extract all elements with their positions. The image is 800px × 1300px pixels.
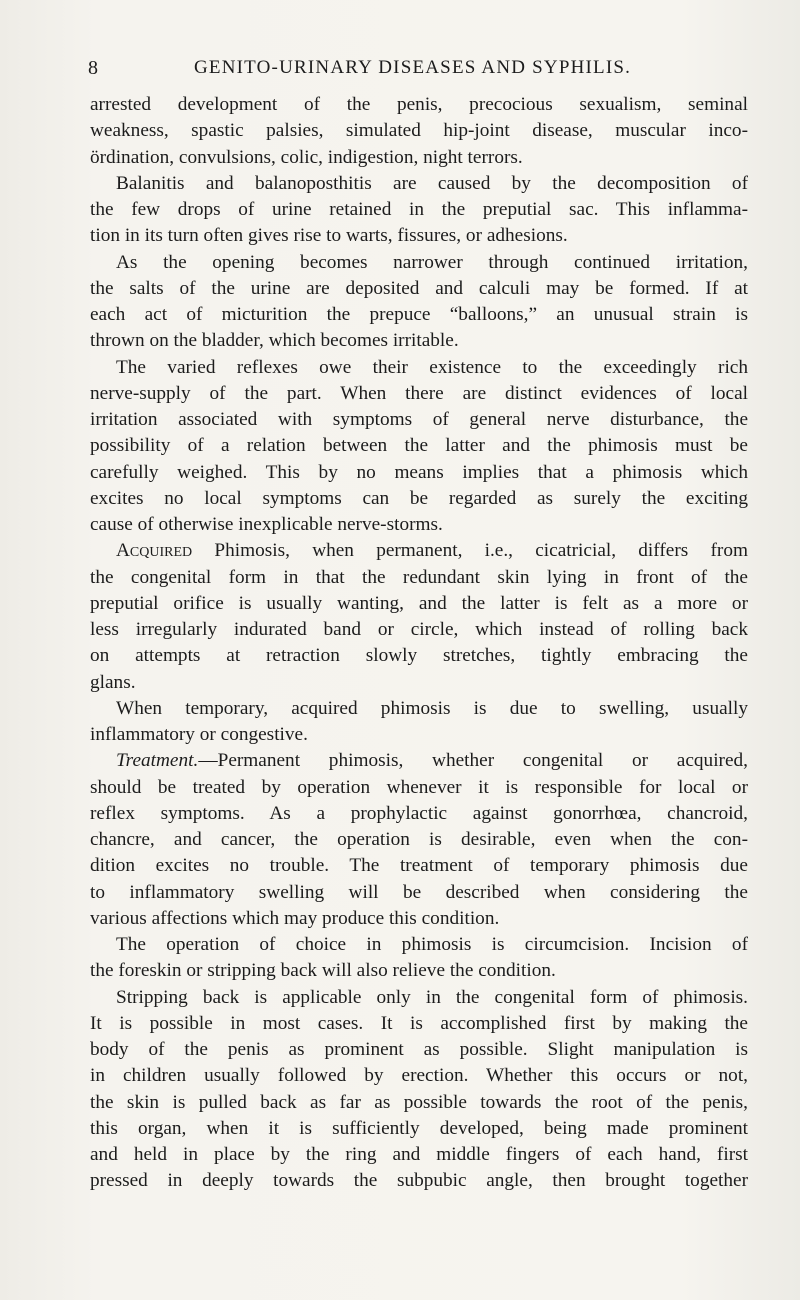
text-line: should be treated by operation whenever it is responsible for local or (90, 776, 748, 798)
body-text (90, 92, 748, 1195)
text-line: irritation associated with symptoms of general nerve disturbance, the (90, 409, 748, 430)
text-line: preputial orifice is usually wanting, and the latter is felt as a more or (90, 592, 748, 614)
text-line: in children usually followed by erection. Whether this occurs or not, (90, 1065, 748, 1087)
text-line: glans. (90, 671, 136, 693)
text-line: dition excites no trouble. The treatment of temporary phimosis due (90, 855, 748, 877)
text-line: on attempts at retraction slowly stretches, tightly embracing the (90, 645, 748, 667)
text-line: thrown on the bladder, which becomes irritable. (90, 330, 459, 352)
text-line: this organ, when it is sufficiently developed, being made prominent (90, 1117, 748, 1139)
text-line: the foreskin or stripping back will also relieve the condition. (90, 960, 556, 982)
text-line: weakness, spastic palsies, simulated hip-joint disease, muscular inco- (90, 120, 748, 142)
text-line: ördination, convulsions, colic, indigestion, night terrors. (90, 146, 523, 168)
text-line: As the opening becomes narrower through continued irritation, (116, 251, 748, 273)
text-line: the few drops of urine retained in the preputial sac. This inflamma- (90, 199, 748, 220)
text-line: less irregularly indurated band or circle, which instead of rolling back (90, 619, 748, 640)
text-line-acquired (90, 538, 748, 564)
text-line: carefully weighed. This by no means implies that a phimosis which (90, 461, 748, 483)
running-head-title: GENITO-URINARY DISEASES AND SYPHILIS. (194, 57, 632, 78)
text-line: the congenital form in that the redundant skin lying in front of the (90, 566, 748, 588)
text-line: possibility of a relation between the latter and the phimosis must be (90, 435, 748, 457)
treatment-text: —Permanent phimosis, whether congenital or acquired, (198, 750, 748, 772)
text-line: It is possible in most cases. It is accomplished first by making the (90, 1012, 748, 1034)
text-line: Balanitis and balanoposthitis are caused by the decomposition of (116, 172, 748, 194)
text-line: to inflammatory swelling will be described when considering the (90, 881, 748, 903)
treatment-heading: Treatment. (116, 750, 199, 772)
text-line: the skin is pulled back as far as possible towards the root of the penis, (90, 1091, 748, 1113)
text-line: inflammatory or congestive. (90, 724, 308, 745)
text-line: nerve-supply of the part. When there are distinct evidences of local (90, 382, 748, 404)
acquired-phimosis-heading: Acquired (116, 540, 193, 562)
running-head (88, 57, 748, 85)
text-line: excites no local symptoms can be regarded as surely the exciting (90, 487, 748, 509)
text-line: tion in its turn often gives rise to warts, fissures, or adhesions. (90, 225, 568, 247)
text-line: arrested development of the penis, precocious sexualism, seminal (90, 94, 748, 115)
text-line: When temporary, acquired phimosis is due to swelling, usually (116, 697, 748, 719)
page-number: 8 (88, 57, 99, 79)
text-line: body of the penis as prominent as possible. Slight manipulation is (90, 1039, 748, 1060)
acquired-phimosis-text: Phimosis, when permanent, i.e., cicatricial, differs from (214, 540, 748, 562)
text-line: Stripping back is applicable only in the congenital form of phimosis. (116, 986, 748, 1008)
text-line: and held in place by the ring and middle fingers of each hand, first (90, 1144, 748, 1165)
text-line: The varied reflexes owe their existence to the exceedingly rich (116, 356, 748, 378)
text-line: chancre, and cancer, the operation is desirable, even when the con- (90, 829, 748, 850)
text-line: each act of micturition the prepuce “balloons,” an unusual strain is (90, 304, 748, 325)
text-line: various affections which may produce this condition. (90, 907, 500, 929)
text-line: reflex symptoms. As a prophylactic against gonorrhœa, chancroid, (90, 802, 748, 824)
text-line-treatment (90, 748, 748, 774)
text-line: cause of otherwise inexplicable nerve-storms. (90, 514, 443, 535)
text-line: pressed in deeply towards the subpubic angle, then brought together (90, 1170, 748, 1192)
text-line: The operation of choice in phimosis is circumcision. Incision of (116, 934, 748, 955)
text-line: the salts of the urine are deposited and calculi may be formed. If at (90, 277, 748, 299)
